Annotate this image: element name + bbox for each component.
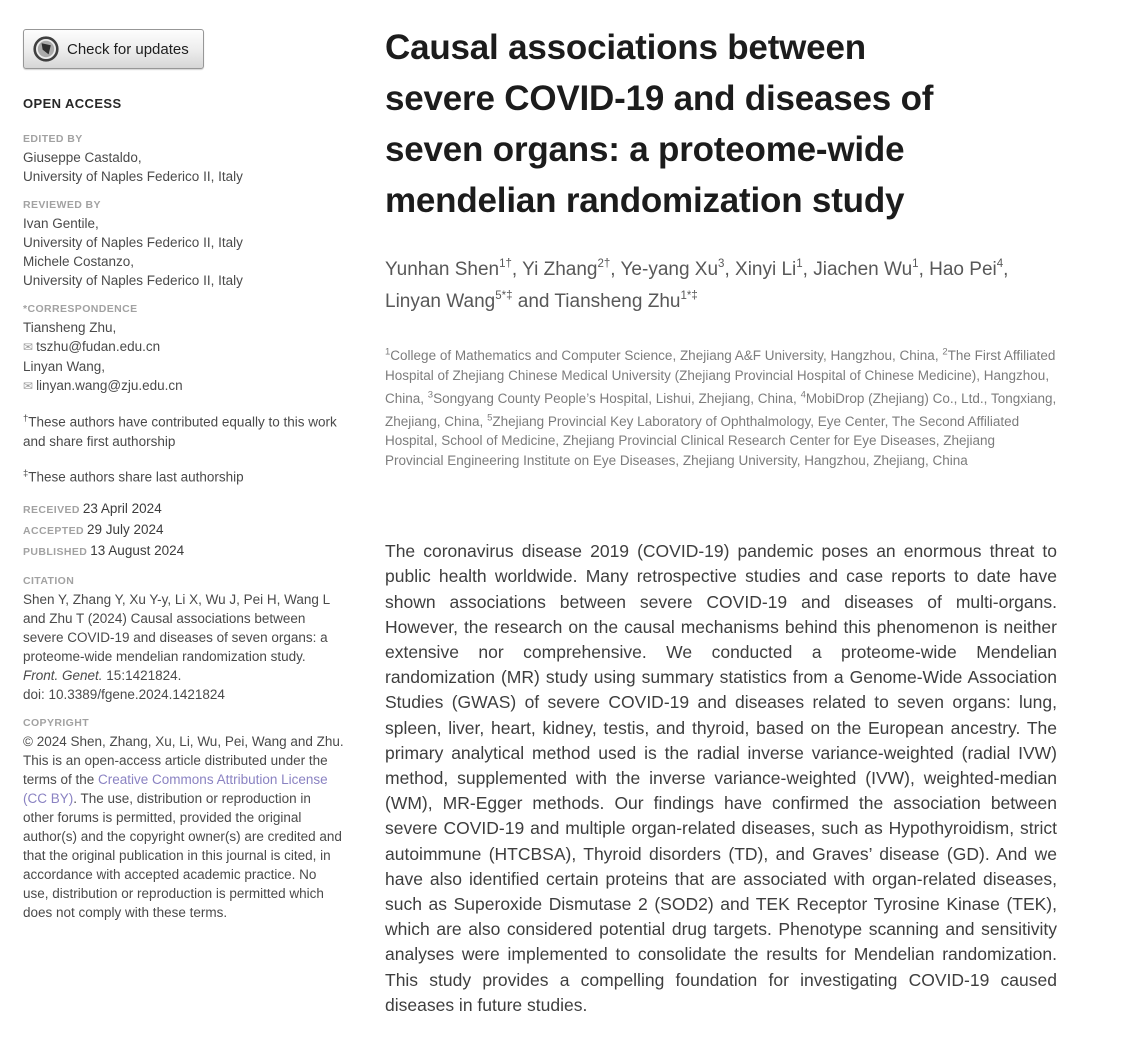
abstract-text: The coronavirus disease 2019 (COVID-19) pandemic poses an enormous threat to public health worldwide. Many retrospective studies and case reports to date have shown associations between severe COVID-19 and diseases of multi-organs. However, the research on the causal mechanisms behind this phenomenon is neither extensive nor comprehensive. We conducted a proteome-wide Mendelian randomization (MR) study using summary statistics from a Genome-Wide Association Studies (GWAS) of severe COVID-19 and diseases related to seven organs: lung, spleen, liver, heart, kidney, testis, and thyroid, based on the European ancestry. The primary analytical method used is the radial inverse variance-weighted (radial IVW) method, supplemented with the inverse variance-weighted (IVW), weighted-median (WM), MR-Egger methods. Our findings have confirmed the association between severe COVID-19 and multiple organ-related diseases, such as Hypothyroidism, strict autoimmune (HTCBSA), Thyroid disorders (TD), and Graves’ disease (GD). And we have also identified certain proteins that are associated with organ-related diseases, such as Superoxide Dismutase 2 (SOD2) and TEK Receptor Tyrosine Kinase (TEK), which are also considered potential drug targets. Phenotype scanning and sensitivity analyses were implemented to consolidate the results for Mendelian randomization. This study provides a compelling foundation for investigating COVID-19 caused diseases in future studies. bbox=[385, 541, 1057, 1015]
author-list bbox=[385, 252, 1057, 316]
author: Hao Pei$^4$, bbox=[929, 258, 1009, 281]
editor-name: Giuseppe Castaldo, bbox=[23, 150, 142, 165]
author: Ye-yang Xu$^3$, bbox=[620, 258, 736, 281]
email-link[interactable]: ✉ tszhu@fudan.edu.cn bbox=[23, 339, 161, 354]
citation-section bbox=[23, 575, 345, 704]
author: Xinyi Li$^1$, bbox=[735, 258, 814, 281]
article-main-column bbox=[385, 22, 1057, 1018]
author: Yi Zhang$^{2\dagger}$, bbox=[522, 258, 621, 281]
accepted-date: ACCEPTED 29 July 2024 bbox=[23, 522, 164, 537]
author: Linyan Wang$^{5*\ddagger}$ and bbox=[385, 289, 555, 313]
article-title: Causal associations between severe COVID-19 and diseases of seven organs: a proteome-wide mendelian randomization study bbox=[385, 28, 934, 220]
citation-label: CITATION bbox=[23, 575, 75, 587]
reviewer-name: Michele Costanzo, bbox=[23, 254, 135, 269]
last-authorship-footnote: ‡These authors share last authorship bbox=[23, 467, 244, 484]
reviewed-by-section bbox=[23, 199, 345, 290]
author: Jiachen Wu$^1$, bbox=[813, 258, 930, 281]
editor-affiliation: University of Naples Federico II, Italy bbox=[23, 169, 243, 184]
dates-section bbox=[23, 499, 345, 562]
citation-journal-volume: Front. Genet. 15:1421824. bbox=[23, 668, 182, 683]
citation-doi: doi: 10.3389/fgene.2024.1421824 bbox=[23, 687, 225, 702]
affiliation-list bbox=[385, 343, 1057, 471]
envelope-icon: ✉ bbox=[23, 379, 34, 393]
correspondence-label: *CORRESPONDENCE bbox=[23, 303, 138, 315]
edited-by-label: EDITED BY bbox=[23, 133, 83, 145]
equal-contribution-footnote: †These authors have contributed equally to this work and share first authorship bbox=[23, 413, 337, 449]
author: Yunhan Shen$^{1\dagger}$, bbox=[385, 258, 523, 281]
edited-by-section bbox=[23, 133, 345, 186]
affiliation: $^4$MobiDrop (Zhejiang) Co., Ltd., Tongxiang, Zhejiang, China, bbox=[385, 389, 1057, 429]
affiliation: $^1$College of Mathematics and Computer Science, Zhejiang A&F University, Hangzhou, China, bbox=[385, 346, 943, 364]
reviewer-affiliation: University of Naples Federico II, Italy bbox=[23, 235, 243, 250]
received-date: RECEIVED 23 April 2024 bbox=[23, 501, 162, 516]
envelope-icon: ✉ bbox=[23, 340, 34, 354]
copyright-label: COPYRIGHT bbox=[23, 717, 90, 729]
correspondent-name: Tiansheng Zhu, bbox=[23, 320, 117, 335]
copyright-section bbox=[23, 717, 345, 922]
published-date: PUBLISHED 13 August 2024 bbox=[23, 543, 185, 558]
reviewer-name: Ivan Gentile, bbox=[23, 216, 99, 231]
check-for-updates-button[interactable] bbox=[23, 29, 204, 69]
check-for-updates-label: Check for updates bbox=[67, 40, 189, 58]
reviewed-by-label: REVIEWED BY bbox=[23, 199, 101, 211]
copyright-text: © 2024 Shen, Zhang, Xu, Li, Wu, Pei, Wang and Zhu. This is an open-access article distributed under the terms of the Creative Commons Attribution License (CC BY). The use, distribution or reproduction in other forums is permitted, provided the original author(s) and the copyright owner(s) are credited and that the original publication in this journal is cited, in accordance with accepted academic practice. No use, distribution or reproduction is permitted which does not comply with these terms. bbox=[23, 734, 344, 920]
crossmark-icon bbox=[33, 36, 59, 62]
affiliation: $^5$Zhejiang Provincial Key Laboratory of Ophthalmology, Eye Center, The Second Affiliated Hospital, School of Medicine, Zhejiang Provincial Clinical Research Center for Eye Diseases, Zhejiang Provincial Engineering Institute on Eye Diseases, Zhejiang University, Hangzhou, Zhejiang, China bbox=[385, 412, 1020, 468]
email-link[interactable]: ✉ linyan.wang@zju.edu.cn bbox=[23, 378, 183, 393]
cc-by-license-link[interactable]: Creative Commons Attribution License (CC BY) bbox=[23, 772, 328, 806]
author: Tiansheng Zhu$^{1*\ddagger}$ bbox=[554, 289, 698, 313]
reviewer-affiliation: University of Naples Federico II, Italy bbox=[23, 273, 243, 288]
citation-text: Shen Y, Zhang Y, Xu Y-y, Li X, Wu J, Pei H, Wang L and Zhu T (2024) Causal associations between severe COVID-19 and diseases of seven organs: a proteome-wide mendelian randomization study. bbox=[23, 592, 330, 664]
open-access-heading: OPEN ACCESS bbox=[23, 96, 122, 111]
affiliation: $^2$The First Affiliated Hospital of Zhejiang Chinese Medical University (Zhejiang Provincial Hospital of Chinese Medicine), Hangzhou, China, bbox=[385, 346, 1056, 406]
correspondent-name: Linyan Wang, bbox=[23, 359, 106, 374]
affiliation: $^3$Songyang County People’s Hospital, Lishui, Zhejiang, China, bbox=[427, 389, 801, 406]
correspondence-section bbox=[23, 303, 345, 396]
left-sidebar bbox=[23, 29, 345, 935]
